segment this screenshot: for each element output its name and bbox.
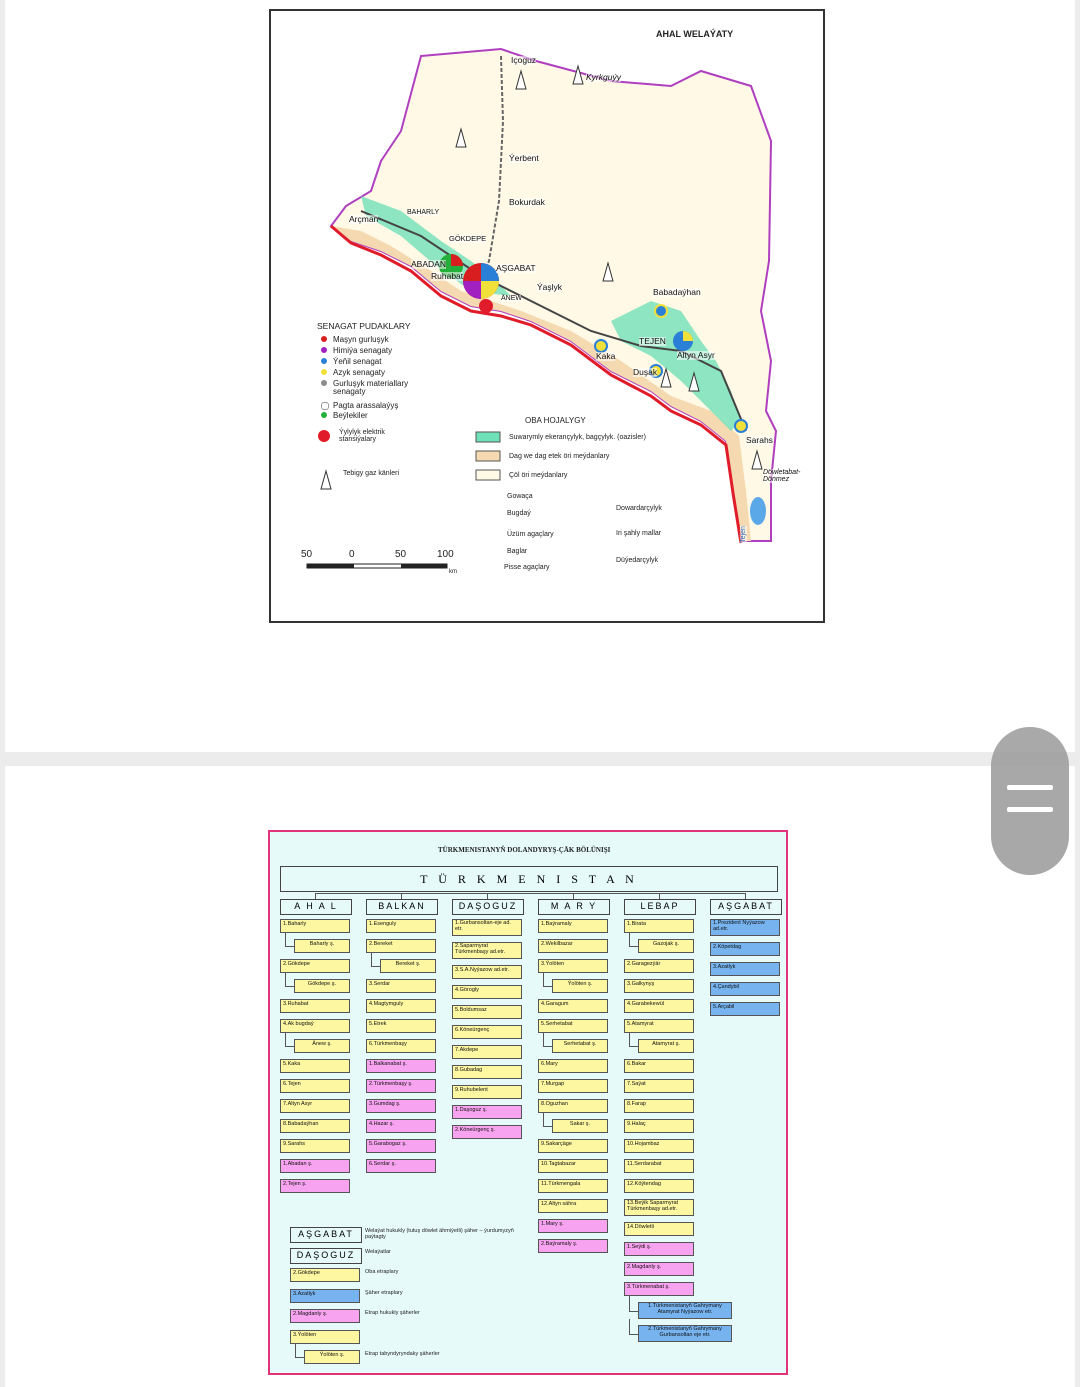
indent-connector	[629, 933, 639, 947]
city-label: Ýerbent	[509, 153, 539, 163]
division-box: 5.Garabogaz ş.	[366, 1139, 436, 1153]
legend-sample: 3.Ýolöten	[290, 1330, 360, 1344]
legend-dot	[321, 369, 327, 375]
city-label: Ýaşlyk	[537, 282, 563, 292]
indent-connector	[629, 1319, 639, 1335]
division-box: 3.Serdar	[366, 979, 436, 993]
division-box: 11.Serdarabat	[624, 1159, 694, 1173]
division-box: 9.Halaç	[624, 1119, 694, 1133]
division-box: 1.Baýramaly	[538, 919, 608, 933]
legend-description: Etrap hukukly şäherler	[365, 1310, 420, 1316]
division-box: Gökdepe ş.	[294, 979, 350, 993]
indent-connector	[285, 1033, 295, 1047]
region-header: A H A L	[280, 899, 352, 915]
division-box: Sakar ş.	[552, 1119, 608, 1133]
division-box: 8.Farap	[624, 1099, 694, 1113]
area-legend: Dag we dag etek öri meýdanlary	[509, 453, 610, 460]
legend-dot	[321, 412, 327, 418]
division-box: 13.Beýik Saparmyrat Türkmenbaşy ad.etr.	[624, 1199, 694, 1216]
indent-connector	[629, 1296, 639, 1312]
division-box: 3.Türkmenabat ş.	[624, 1282, 694, 1296]
division-box: 2.Köpetdag	[710, 942, 780, 956]
division-box: 4.Garabekewül	[624, 999, 694, 1013]
division-box: 8.Oguzhan	[538, 1099, 608, 1113]
division-box: Ýolöten ş.	[552, 979, 608, 993]
division-box: 9.Sakarçäge	[538, 1139, 608, 1153]
division-box: 1.Prezident Nyýazow ad.etr.	[710, 919, 780, 936]
division-box: 1.Mary ş.	[538, 1219, 608, 1233]
division-box: 5.Boldumsaz	[452, 1005, 522, 1019]
division-box: 2.Magdanly ş.	[624, 1262, 694, 1276]
legend-description: Şäher etraplary	[365, 1289, 403, 1296]
industry-legend-title: SENAGAT PUDAKLARY	[317, 321, 411, 331]
division-box: 4.Ak bugdaý	[280, 1019, 350, 1033]
ahal-map	[269, 9, 825, 623]
division-box: Gazojak ş.	[638, 939, 694, 953]
division-box: 5.Kaka	[280, 1059, 350, 1073]
division-box: Serhetabat ş.	[552, 1039, 608, 1053]
division-box: 6.Mary	[538, 1059, 608, 1073]
city-label: Sarahs	[746, 435, 773, 445]
city-label: GÖKDEPE	[449, 234, 487, 243]
division-box: 9.Ruhubelent	[452, 1085, 522, 1099]
division-box: 2.Türkmenistanyň Gahrymany Gurbansoltan eje etr.	[638, 1325, 732, 1342]
map-title: AHAL WELAÝATY	[656, 29, 734, 39]
division-box: 1.Seýdi ş.	[624, 1242, 694, 1256]
division-box: 9.Sarahs	[280, 1139, 350, 1153]
city-label: ABADAN	[411, 259, 446, 269]
legend-dot	[321, 402, 329, 410]
city-label: Duşak	[633, 367, 658, 377]
legend-sample: 3.Azatlyk	[290, 1289, 360, 1303]
division-box: 4.Garagum	[538, 999, 608, 1013]
city-label: Ruhabat	[431, 271, 464, 281]
indent-connector	[543, 1033, 553, 1047]
division-box: 4.Görogly	[452, 985, 522, 999]
gas-legend: Tebigy gaz känleri	[343, 470, 400, 477]
crop-legend: Baglar	[507, 548, 528, 555]
region-header: M A R Y	[538, 899, 610, 915]
livestock-legend: Dowardarçylyk	[616, 505, 662, 512]
legend-description: Welaýat hukukly (tutuş döwlet ähmiýetli) şäher – ýurdumyzyň paýtagty	[365, 1228, 514, 1240]
division-box: 1.Abadan ş.	[280, 1159, 350, 1173]
city-label: Bokurdak	[509, 197, 545, 207]
crop-legend: Bugdaý	[507, 510, 531, 517]
livestock-legend: Düýedarçylyk	[616, 557, 659, 564]
city-label: Kaka	[596, 351, 616, 361]
division-box: 3.Ruhabat	[280, 999, 350, 1013]
division-box: 2.Garagezýär	[624, 959, 694, 973]
division-box: 6.Tejen	[280, 1079, 350, 1093]
city-label: Döwletabat-Dönmez	[763, 469, 813, 483]
division-box: 12.Altyn sähra	[538, 1199, 608, 1213]
power-station-icon	[479, 299, 493, 313]
city-label: Içoguz	[511, 55, 537, 65]
indent-connector	[371, 953, 381, 967]
division-box: 7.Murgap	[538, 1079, 608, 1093]
division-box: 1.Gurbansoltan-eje ad. etr.	[452, 919, 522, 936]
city-label: Altyn Asyr	[677, 350, 715, 360]
division-box: 7.Saýat	[624, 1079, 694, 1093]
area-legend: Çöl öri meýdanlary	[509, 472, 568, 479]
legend-dot	[321, 347, 327, 353]
crop-legend: Gowaça	[507, 493, 533, 500]
division-box: Änew ş.	[294, 1039, 350, 1053]
scale-tick: 50	[301, 549, 313, 560]
legend-sample: 2.Magdanly ş.	[290, 1309, 360, 1323]
legend-sample: DAŞOGUZ	[290, 1248, 362, 1264]
division-box: Bereket ş.	[380, 959, 436, 973]
division-box: 2.Saparmyrat Türkmenbaşy ad.etr.	[452, 942, 522, 959]
page-2	[5, 766, 1075, 1387]
division-box: 4.Magtymguly	[366, 999, 436, 1013]
admin-division-chart	[268, 830, 788, 1375]
agri-legend-title: OBA HOJALYGY	[525, 416, 586, 425]
city-label: Babadaýhan	[653, 287, 701, 297]
division-box: 3.S.A.Nyýazow ad.etr.	[452, 965, 522, 979]
division-box: 8.Gubadag	[452, 1065, 522, 1079]
division-box: 10.Tagtabazar	[538, 1159, 608, 1173]
city-label: Arçman	[349, 214, 379, 224]
region-header: AŞGABAT	[710, 899, 782, 915]
scroll-handle[interactable]	[991, 727, 1069, 875]
indent-connector	[285, 933, 295, 947]
division-box: 5.Atamyrat	[624, 1019, 694, 1033]
division-box: 6.Türkmenbaşy	[366, 1039, 436, 1053]
scale-tick: 50	[395, 549, 407, 560]
division-box: 11.Türkmengala	[538, 1179, 608, 1193]
city-label: AŞGABAT	[496, 263, 536, 273]
division-box: 2.Baýramaly ş.	[538, 1239, 608, 1253]
division-box: 4.Hazar ş.	[366, 1119, 436, 1133]
region-header: LEBAP	[624, 899, 696, 915]
division-box: 3.Galkynyş	[624, 979, 694, 993]
division-box: 2.Bereket	[366, 939, 436, 953]
division-box: 7.Altyn Asyr	[280, 1099, 350, 1113]
division-box: 1.Esenguly	[366, 919, 436, 933]
division-box: 2.Wekilbazar	[538, 939, 608, 953]
reservoir	[750, 497, 766, 525]
indent-connector	[629, 1033, 639, 1047]
legend-label: Gurluşyk materiallary senagaty	[333, 379, 409, 396]
division-box: 4.Çandybil	[710, 982, 780, 996]
legend-dot	[321, 336, 327, 342]
division-box: 1.Türkmenistanyň Gahrymany Atamyrat Nyýazow etr.	[638, 1302, 732, 1319]
scale-unit: km	[449, 569, 457, 575]
city-label: ÄNEW	[501, 295, 522, 302]
legend-label: Ýeňil senagat	[333, 357, 382, 366]
river-label: Tejen	[739, 526, 747, 543]
chart-title: TÜRKMENISTANYŇ DOLANDYRYŞ-ÇÄK BÖLÜNIŞI	[438, 846, 611, 854]
legend-description: Welaýatlar	[365, 1248, 391, 1255]
city-label: Kyrkguýy	[586, 72, 621, 82]
division-box: 1.Daşoguz ş.	[452, 1105, 522, 1119]
legend-label: Maşyn gurluşyk	[333, 335, 389, 344]
division-box: 1.Baharly	[280, 919, 350, 933]
division-box: 1.Balkanabat ş.	[366, 1059, 436, 1073]
division-box: 6.Köneürgenç	[452, 1025, 522, 1039]
legend-connector	[295, 1344, 305, 1358]
region-header: DAŞOGUZ	[452, 899, 524, 915]
city-label: BAHARLY	[407, 209, 440, 216]
page-1	[5, 0, 1075, 752]
division-box: 7.Akdepe	[452, 1045, 522, 1059]
legend-dot	[321, 380, 327, 386]
root-box: T Ü R K M E N I S T A N	[280, 866, 778, 892]
division-box: 6.Bakar	[624, 1059, 694, 1073]
livestock-legend: Iri şahly mallar	[616, 530, 662, 537]
legend-label: Beýlekiler	[333, 411, 368, 420]
crop-legend: Pisse agaçlary	[504, 564, 550, 571]
division-box: 5.Serhetabat	[538, 1019, 608, 1033]
division-box: 2.Türkmenbaşy ş.	[366, 1079, 436, 1093]
legend-description: Etrap tabyndyryndaky şäherler	[365, 1351, 440, 1357]
division-box: 5.Etrek	[366, 1019, 436, 1033]
division-box: Baharly ş.	[294, 939, 350, 953]
indent-connector	[543, 1113, 553, 1127]
division-box: 3.Ýolöten	[538, 959, 608, 973]
desert-area	[331, 49, 776, 541]
legend-label: Pagta arassalaýyş	[333, 401, 399, 410]
legend-sample: Ýolöten ş.	[304, 1350, 360, 1364]
indent-connector	[285, 973, 295, 987]
division-box: 2.Gökdepe	[280, 959, 350, 973]
legend-label: Himiýa senagaty	[333, 346, 393, 355]
division-box: 3.Gumdag ş.	[366, 1099, 436, 1113]
legend-label: Azyk senagaty	[333, 368, 386, 377]
division-box: 12.Köýtendag	[624, 1179, 694, 1193]
root-connector	[315, 893, 745, 894]
scale-tick: 100	[437, 549, 454, 560]
division-box: 5.Arçabil	[710, 1002, 780, 1016]
division-box: 10.Hojambaz	[624, 1139, 694, 1153]
division-box: 3.Azatlyk	[710, 962, 780, 976]
division-box: 8.Babadaýhan	[280, 1119, 350, 1133]
division-box: Atamyrat ş.	[638, 1039, 694, 1053]
division-box: 6.Serdar ş.	[366, 1159, 436, 1173]
legend-dot	[321, 358, 327, 364]
area-legend: Suwarymly ekerançylyk, bagçylyk. (oazisler)	[509, 434, 646, 441]
crop-legend: Üzüm agaçlary	[507, 531, 554, 538]
division-box: 2.Köneürgenç ş.	[452, 1125, 522, 1139]
legend-sample: AŞGABAT	[290, 1227, 362, 1243]
division-box: 2.Tejen ş.	[280, 1179, 350, 1193]
power-station-legend: Ýylylyk elektrik stansiýalary	[339, 429, 385, 443]
division-box: 14.Döwletli	[624, 1222, 694, 1236]
legend-sample: 2.Gökdepe	[290, 1268, 360, 1282]
legend-description: Oba etraplary	[365, 1269, 399, 1275]
indent-connector	[543, 973, 553, 987]
scale-tick: 0	[349, 549, 355, 560]
city-label: TEJEN	[639, 336, 666, 346]
division-box: 1.Birata	[624, 919, 694, 933]
region-header: BALKAN	[366, 899, 438, 915]
